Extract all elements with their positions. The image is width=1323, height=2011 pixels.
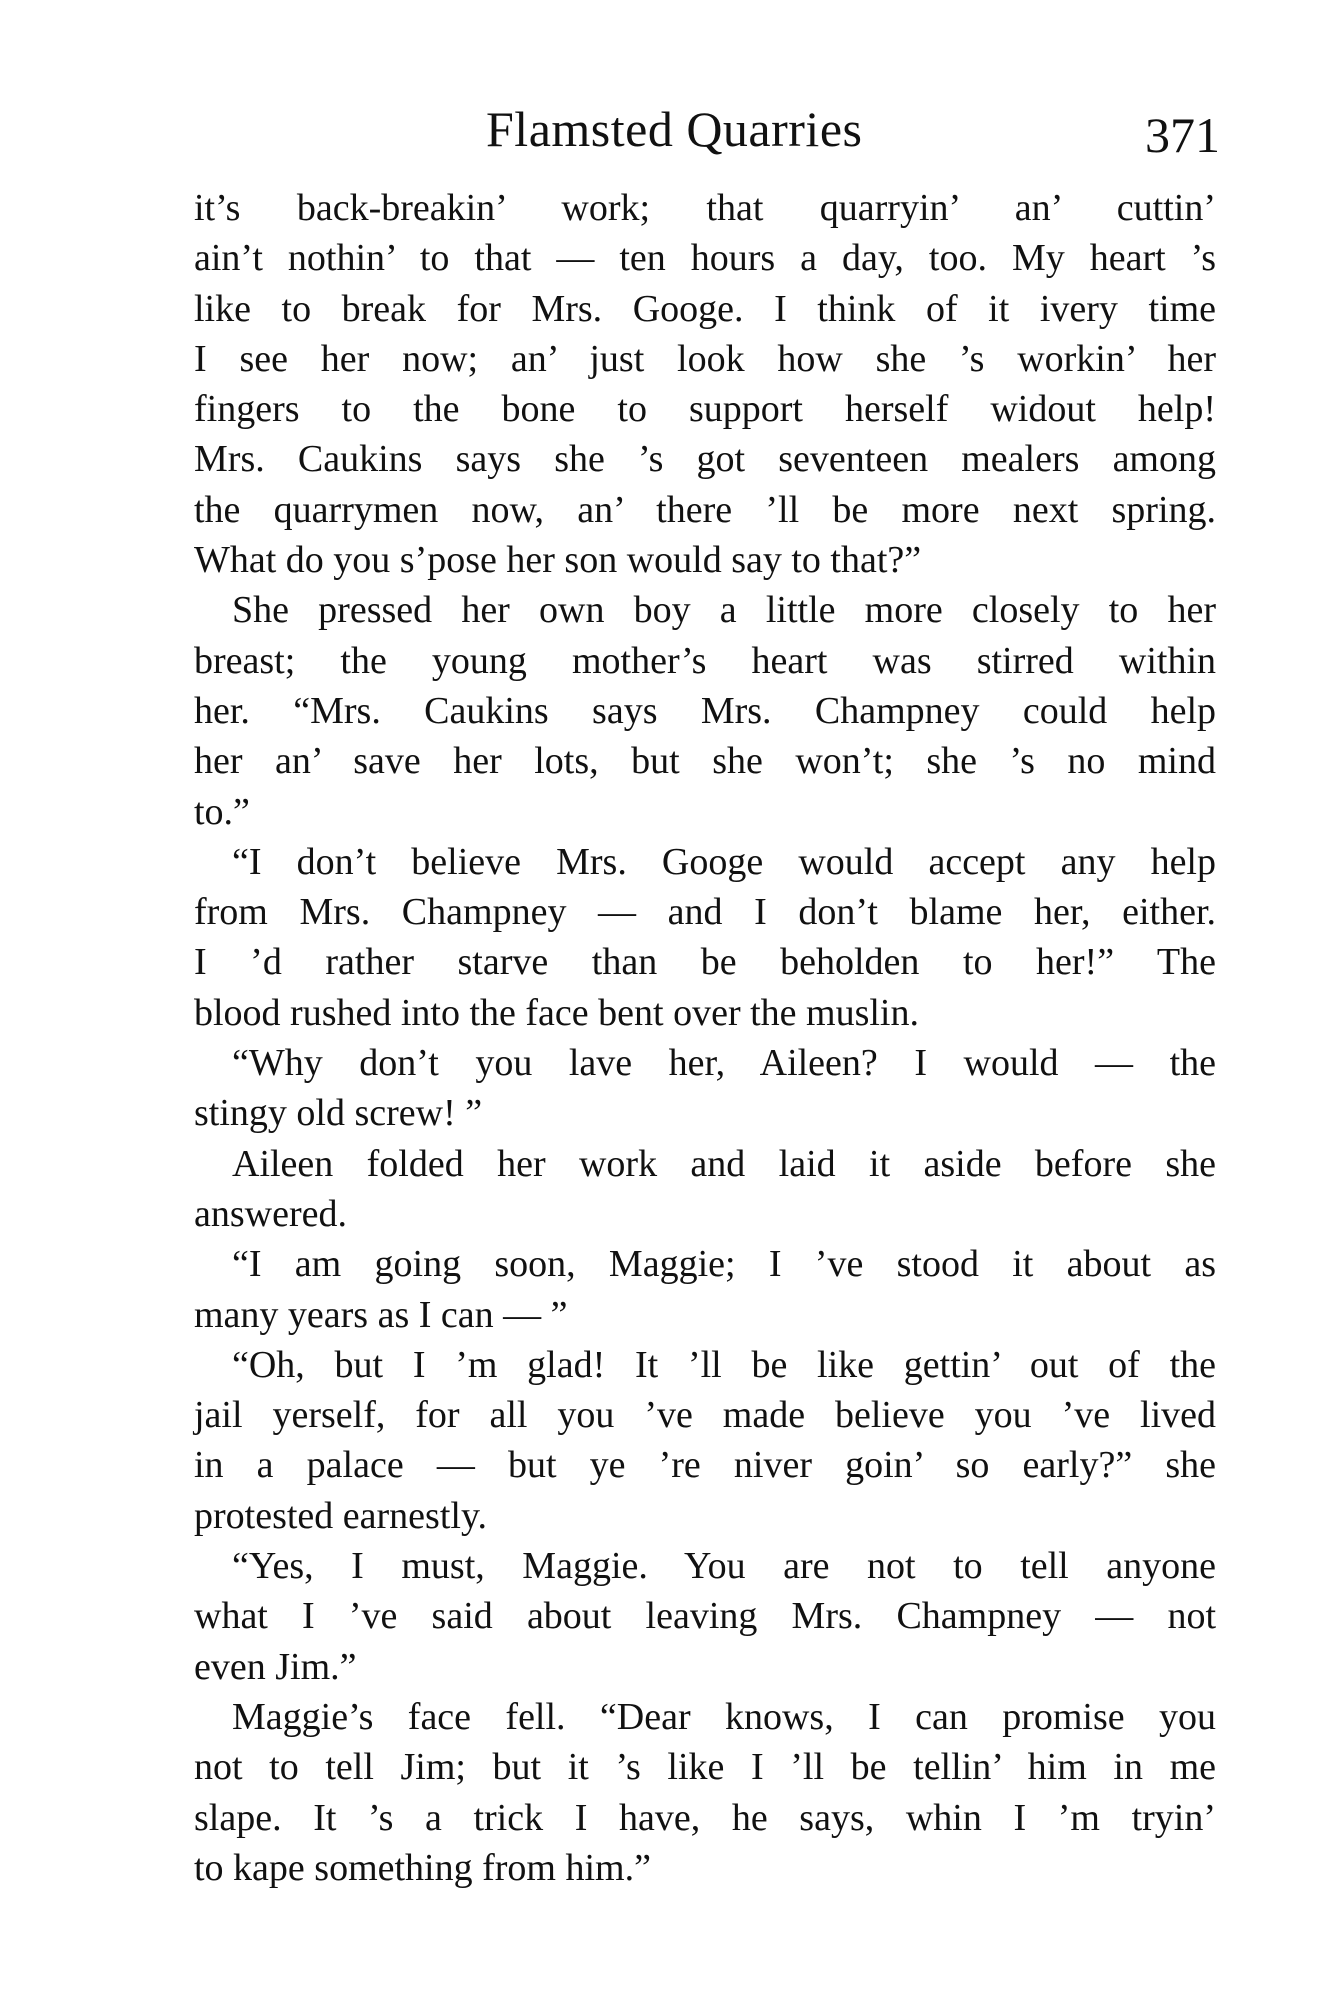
text-line: to kape something from him.” [194,1846,651,1889]
text-line: She pressed her own boy a little more closely to her [232,589,1216,632]
text-line: blood rushed into the face bent over the muslin. [194,991,919,1034]
text-line: breast; the young mother’s heart was stirred within [194,639,1216,682]
running-head [196,100,1220,170]
text-line: even Jim.” [194,1645,357,1688]
text-line: stingy old screw! ” [194,1092,483,1135]
running-title: Flamsted Quarries [486,101,863,157]
text-line: it’s back-breakin’ work; that quarryin’ an’ cuttin’ [194,187,1216,229]
text-line: from Mrs. Champney — and I don’t blame her, either. [194,891,1216,934]
text-line: what I ’ve said about leaving Mrs. Champney — not [194,1595,1216,1638]
text-line: the quarrymen now, an’ there ’ll be more next spring. [194,488,1216,531]
text-line: Mrs. Caukins says she ’s got seventeen mealers among [194,438,1216,481]
text-line: her an’ save her lots, but she won’t; she ’s no mind [194,740,1216,783]
text-line: I see her now; an’ just look how she ’s workin’ her [194,337,1216,380]
text-line: to.” [194,790,250,833]
text-line: “I don’t believe Mrs. Googe would accept any help [232,840,1216,883]
page-number: 371 [1145,107,1220,163]
text-line: not to tell Jim; but it ’s like I ’ll be tellin’ him in me [194,1746,1216,1789]
body-text [194,183,1216,1893]
text-line: fingers to the bone to support herself widout help! [194,388,1216,431]
text-line: answered. [194,1192,347,1235]
text-line: ain’t nothin’ to that — ten hours a day, too. My heart ’s [194,237,1216,280]
text-line: many years as I can — ” [194,1293,568,1336]
text-line: Aileen folded her work and laid it aside before she [232,1142,1216,1185]
text-line: her. “Mrs. Caukins says Mrs. Champney could help [194,689,1216,732]
text-line: I ’d rather starve than be beholden to her!” The [194,941,1216,984]
text-line: in a palace — but ye ’re niver goin’ so early?” she [194,1444,1216,1487]
text-line: “I am going soon, Maggie; I ’ve stood it about as [232,1243,1216,1286]
text-line: “Yes, I must, Maggie. You are not to tell anyone [232,1545,1216,1588]
text-line: jail yerself, for all you ’ve made believe you ’ve lived [194,1394,1216,1437]
text-line: “Why don’t you lave her, Aileen? I would — the [232,1042,1216,1085]
text-line: slape. It ’s a trick I have, he says, whin I ’m tryin’ [194,1796,1216,1839]
text-line: like to break for Mrs. Googe. I think of it ivery time [194,287,1216,330]
text-line: protested earnestly. [194,1494,487,1537]
text-line: “Oh, but I ’m glad! It ’ll be like gettin’ out of the [232,1343,1216,1386]
text-line: Maggie’s face fell. “Dear knows, I can promise you [232,1695,1216,1738]
text-line: What do you s’pose her son would say to that?” [194,539,922,582]
